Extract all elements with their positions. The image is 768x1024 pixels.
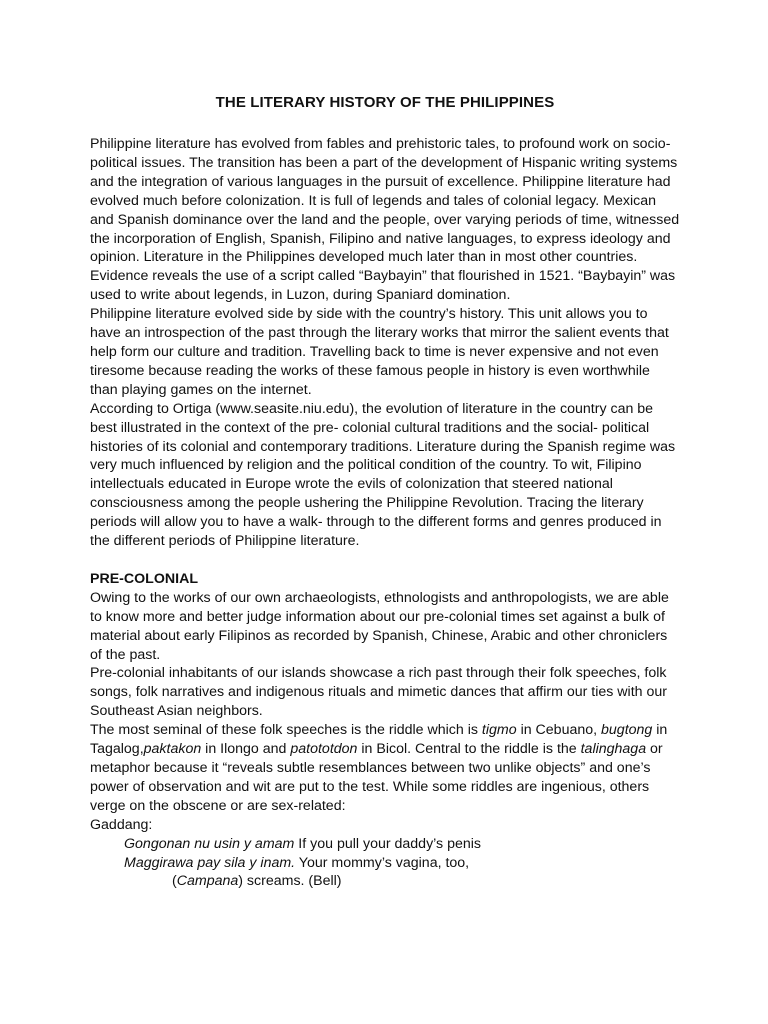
- precolonial-section: [90, 570, 680, 891]
- precolonial-paragraph-2: Pre-colonial inhabitants of our islands showcase a rich past through their folk speeches, folk songs, folk narratives and indigenous rituals and mimetic dances that affirm our ties with our Southeast Asian neighbors.: [90, 665, 667, 720]
- riddle-line-1: [90, 835, 680, 854]
- term-talinghaga: talinghaga: [580, 741, 647, 758]
- riddle-text-5: in Bicol. Central to the riddle is the: [357, 741, 581, 758]
- riddle-label: Gaddang:: [90, 816, 153, 833]
- riddle-line-2-translation: Your mommy’s vagina, too,: [295, 854, 470, 871]
- precolonial-paragraph-3: [90, 721, 680, 816]
- intro-paragraph-3: According to Ortiga (www.seasite.niu.edu), the evolution of literature in the country can be best illustrated in the context of the pre- colonial cultural traditions and the social- political histories of its colonial and contemporary traditions. Literature during the Spanish regime was very much influenced by religion and the political condition of the country. To wit, Filipino intellectuals educated in Europe wrote the evils of colonization that steered national consciousness among the people ushering the Philippine Revolution. Tracing the literary periods will allow you to have a walk- through to the different forms and genres produced in the different periods of Philippine literature.: [90, 400, 676, 550]
- riddle-line-2-native: Maggirawa pay sila y inam.: [124, 854, 296, 871]
- document-title: THE LITERARY HISTORY OF THE PHILIPPINES: [215, 94, 555, 111]
- section-spacer: [90, 551, 680, 570]
- intro-section: [90, 135, 680, 551]
- riddle-line-3-open: (: [172, 873, 177, 890]
- term-bugtong: bugtong: [601, 722, 653, 739]
- document-page: [90, 93, 680, 891]
- term-tigmo: tigmo: [481, 722, 517, 739]
- riddle-line-3: [90, 872, 680, 891]
- riddle-text-3: in Tagalog,: [90, 722, 668, 758]
- riddle-line-2: [90, 854, 680, 873]
- riddle-line-3-native: Campana: [176, 873, 239, 890]
- riddle-text-6: or metaphor because it “reveals subtle resemblances between two unlike objects” and one’s power of observation and wit are put to the test. While some riddles are ingenious, others verge on the obscene or are sex-related:: [90, 741, 663, 814]
- intro-paragraph-2: Philippine literature evolved side by side with the country’s history. This unit allows you to have an introspection of the past through the literary works that mirror the salient events that help form our culture and tradition. Travelling back to time is never expensive and not even tiresome because reading the works of these famous people in history is even worthwhile than playing games on the internet.: [90, 306, 669, 398]
- riddle-text-1: The most seminal of these folk speeches is the riddle which is: [90, 722, 482, 739]
- riddle-text-4: in Ilongo and: [201, 741, 291, 758]
- riddle-line-3-rest: ) screams. (Bell): [238, 873, 342, 890]
- riddle-line-1-native: Gongonan nu usin y amam: [124, 835, 295, 852]
- term-paktakon: paktakon: [143, 741, 202, 758]
- riddle-text-2: in Cebuano,: [516, 722, 602, 739]
- precolonial-paragraph-1: Owing to the works of our own archaeologists, ethnologists and anthropologists, we are able to know more and better judge information about our pre-colonial times set against a bulk of material about early Filipinos as recorded by Spanish, Chinese, Arabic and other chroniclers of the past.: [90, 589, 669, 663]
- precolonial-heading: PRE-COLONIAL: [90, 570, 198, 587]
- riddle-line-1-translation: If you pull your daddy’s penis: [294, 835, 482, 852]
- intro-paragraph-1: Philippine literature has evolved from fables and prehistoric tales, to profound work on socio-political issues. The transition has been a part of the development of Hispanic writing systems and the integration of various languages in the pursuit of excellence. Philippine literature had evolved much before colonization. It is full of legends and tales of colonial legacy. Mexican and Spanish dominance over the land and the people, over varying periods of time, witnessed the incorporation of English, Spanish, Filipino and native languages, to express ideology and opinion. Literature in the Philippines developed much later than in most other countries. Evidence reveals the use of a script called “Baybayin” that flourished in 1521. “Baybayin” was used to write about legends, in Luzon, during Spaniard domination.: [90, 136, 680, 304]
- term-patototdon: patototdon: [290, 741, 358, 758]
